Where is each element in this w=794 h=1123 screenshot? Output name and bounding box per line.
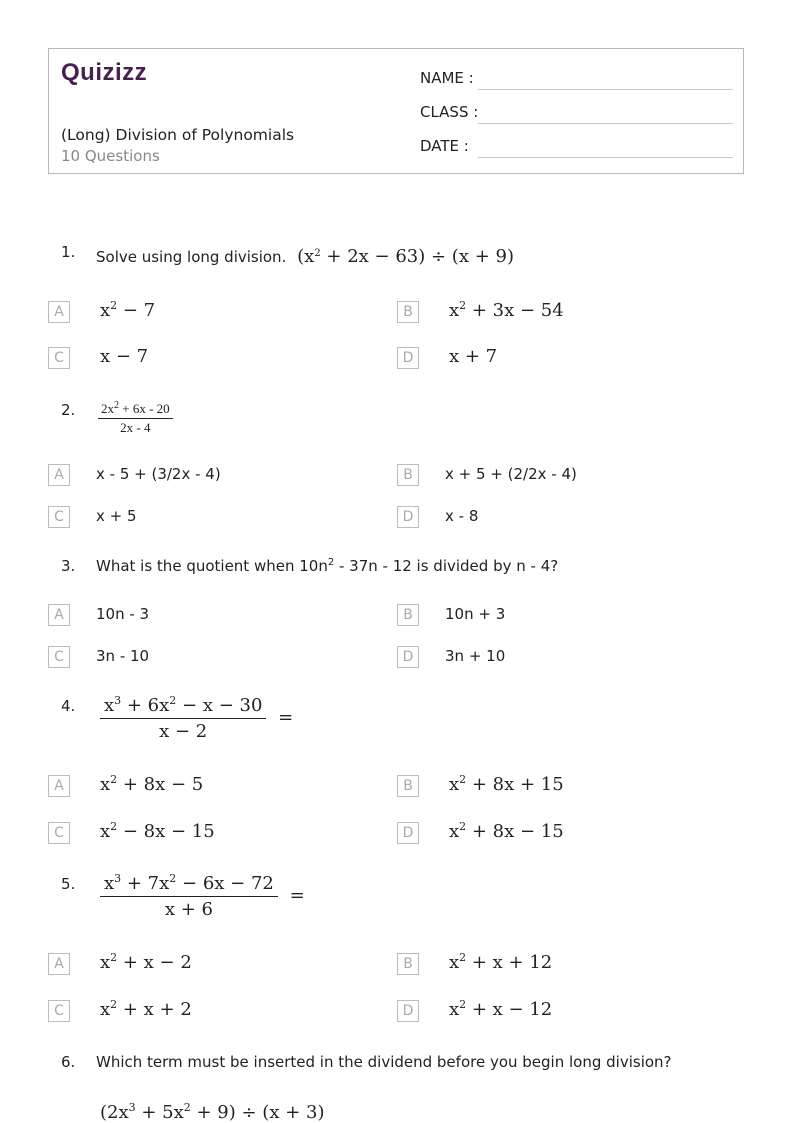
option-letter-b[interactable]: B xyxy=(397,604,419,626)
option-letter-a[interactable]: A xyxy=(48,301,70,323)
option-letter-a[interactable]: A xyxy=(48,953,70,975)
option-d[interactable]: x + 7 xyxy=(449,346,498,367)
question-text: Which term must be inserted in the dividend before you begin long division? xyxy=(96,1053,672,1071)
option-letter-a[interactable]: A xyxy=(48,604,70,626)
option-letter-c[interactable]: C xyxy=(48,347,70,369)
question-count: 10 Questions xyxy=(61,147,160,165)
option-letter-c[interactable]: C xyxy=(48,822,70,844)
fraction-numerator: $x^3 + 6x^2 - x - 30$ xyxy=(100,694,266,719)
question-math: $(x^2 + 2x - 63) \div (x + 9)$ xyxy=(297,246,514,267)
question-number: 4. xyxy=(61,697,76,715)
question-number: 5. xyxy=(61,875,76,893)
fraction-denominator: x − 2 xyxy=(159,721,208,742)
option-d[interactable]: $x^2 + 8x - 15$ xyxy=(449,820,564,842)
option-d[interactable]: x - 8 xyxy=(445,507,479,525)
question-fraction xyxy=(100,694,293,742)
option-letter-c[interactable]: C xyxy=(48,506,70,528)
option-a[interactable]: $x^2 - 7$ xyxy=(100,299,156,321)
question-math: $(2x^3 + 5x^2 + 9) \div (x + 3)$ xyxy=(100,1101,325,1123)
option-letter-d[interactable]: D xyxy=(397,646,419,668)
option-c[interactable]: x + 5 xyxy=(96,507,137,525)
fraction-numerator: $2x^2 + 6x - 20$ xyxy=(98,400,173,419)
option-letter-b[interactable]: B xyxy=(397,301,419,323)
question-fraction xyxy=(100,872,305,920)
question-number: 2. xyxy=(61,401,76,419)
option-a[interactable]: x - 5 + (3/2x - 4) xyxy=(96,465,221,483)
option-b[interactable]: x + 5 + (2/2x - 4) xyxy=(445,465,577,483)
option-a[interactable]: 10n - 3 xyxy=(96,605,150,623)
name-label: NAME : xyxy=(420,69,474,87)
date-label: DATE : xyxy=(420,137,469,155)
question-fraction-image xyxy=(98,400,173,436)
question-number: 1. xyxy=(61,243,76,261)
class-field[interactable] xyxy=(478,123,733,124)
option-letter-b[interactable]: B xyxy=(397,953,419,975)
name-field[interactable] xyxy=(478,89,733,90)
equals-sign: = xyxy=(278,707,294,728)
quizizz-logo: Quizizz xyxy=(61,59,148,86)
option-letter-b[interactable]: B xyxy=(397,464,419,486)
option-c[interactable]: $x^2 - 8x - 15$ xyxy=(100,820,215,842)
question-text xyxy=(96,246,514,267)
option-b[interactable]: $x^2 + x + 12$ xyxy=(449,951,553,973)
option-letter-a[interactable]: A xyxy=(48,775,70,797)
option-letter-c[interactable]: C xyxy=(48,1000,70,1022)
question-number: 3. xyxy=(61,557,76,575)
equals-sign: = xyxy=(289,885,305,906)
option-letter-d[interactable]: D xyxy=(397,1000,419,1022)
option-c[interactable]: x − 7 xyxy=(100,346,149,367)
option-a[interactable]: $x^2 + 8x - 5$ xyxy=(100,773,204,795)
option-letter-d[interactable]: D xyxy=(397,822,419,844)
option-c[interactable]: $x^2 + x + 2$ xyxy=(100,998,192,1020)
option-b[interactable]: 10n + 3 xyxy=(445,605,506,623)
fraction-denominator: 2x - 4 xyxy=(120,420,151,435)
fraction-numerator: $x^3 + 7x^2 - 6x - 72$ xyxy=(100,872,278,897)
question-number: 6. xyxy=(61,1053,76,1071)
option-b[interactable]: $x^2 + 3x - 54$ xyxy=(449,299,564,321)
option-a[interactable]: $x^2 + x - 2$ xyxy=(100,951,192,973)
question-text: What is the quotient when $10n^2 - 37n - 12$ is divided by n - 4? xyxy=(96,557,559,575)
worksheet-title: (Long) Division of Polynomials xyxy=(61,126,295,144)
option-c[interactable]: 3n - 10 xyxy=(96,647,150,665)
option-letter-a[interactable]: A xyxy=(48,464,70,486)
option-letter-b[interactable]: B xyxy=(397,775,419,797)
question-prompt: Solve using long division. xyxy=(96,248,287,266)
worksheet-header xyxy=(48,48,744,174)
date-field[interactable] xyxy=(478,157,733,158)
option-letter-d[interactable]: D xyxy=(397,347,419,369)
option-d[interactable]: $x^2 + x - 12$ xyxy=(449,998,553,1020)
option-d[interactable]: 3n + 10 xyxy=(445,647,506,665)
class-label: CLASS : xyxy=(420,103,479,121)
fraction-denominator: x + 6 xyxy=(164,899,213,920)
option-letter-c[interactable]: C xyxy=(48,646,70,668)
option-b[interactable]: $x^2 + 8x + 15$ xyxy=(449,773,564,795)
option-letter-d[interactable]: D xyxy=(397,506,419,528)
